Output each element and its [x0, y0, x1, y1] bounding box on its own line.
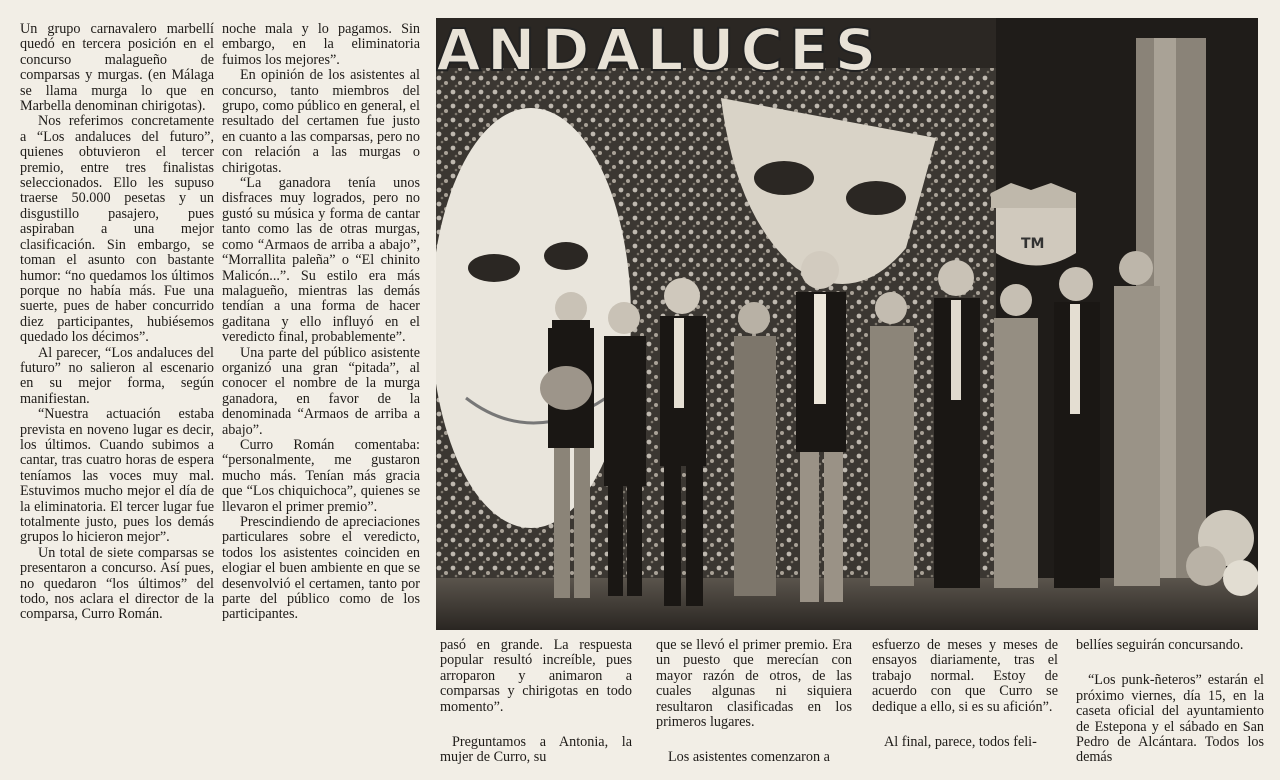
article-column-2: [222, 22, 420, 623]
paragraph: “Los punk-ñeteros” estarán el próximo viernes, día 15, en la caseta oficial del ayuntamiento de Estepona y el sábado en San Pedro de Alcántara. Todos los demás: [1076, 672, 1264, 766]
paragraph: Una parte del público asistente organizó una gran “pitada”, al conocer el nombre de la murga ganadora, en favor de la denominada “Armaos de arriba a abajo”.: [222, 344, 420, 438]
paragraph: bellíes seguirán concursando.: [1076, 637, 1244, 653]
paragraph: que se llevó el primer premio. Era un puesto que merecían con mayor razón de otros, de las cuales algunas ni siquiera resultaron clasificadas en los primeros lugares.: [656, 637, 852, 731]
article-column-5: [872, 638, 1058, 750]
paragraph: pasó en grande. La respuesta popular resultó increíble, pues arroparon y animaron a comparsas y chirigotas en todo momento”.: [440, 637, 632, 715]
paragraph: Los asistentes comenzaron a: [668, 749, 830, 766]
article-column-1: [20, 22, 214, 623]
crest-lettering: TM: [1021, 236, 1045, 252]
paragraph: noche mala y lo pagamos. Sin embargo, en la eliminatoria fuimos los mejores”.: [222, 21, 420, 68]
paragraph: En opinión de los asistentes al concurso, tanto miembros del grupo, como público en general, el resultado del certamen fue justo en cuanto a las comparsas, pero no con relación a las murgas o chirigotas.: [222, 67, 420, 176]
paragraph: Un total de siete comparsas se presentaron a concurso. Así pues, no quedaron “los últimos” del todo, nos aclara el director de la comparsa, Curro Román.: [20, 544, 214, 623]
article-column-3: [440, 638, 632, 766]
paragraph: Al final, parece, todos feli-: [884, 734, 1037, 751]
article-column-6: [1076, 638, 1264, 766]
paragraph: Prescindiendo de apreciaciones particulares sobre el veredicto, todos los asistentes coinciden en elogiar el buen ambiente en que se desenvolvió el certamen, tanto por parte del público como de los participantes.: [222, 514, 420, 623]
paragraph: esfuerzo de meses y meses de ensayos diariamente, tras el trabajo normal. Estoy de acuerdo con que Curro se dedique a ello, si es su afición”.: [872, 637, 1058, 715]
paragraph: “Nuestra actuación estaba prevista en noveno lugar es decir, los últimos. Cuando subimos a cantar, tras cuatro horas de espera teníamos las voces muy mal. Estuvimos mucho mejor el día de la eliminatoria. El tercer lugar fue totalmente justo, pues los demás grupos lo hicieron mejor”.: [20, 406, 214, 546]
paragraph: Nos referimos concretamente a “Los andaluces del futuro”, quienes obtuvieron el tercer premio, entre tres finalistas seleccionados. Ello les supuso traerse 50.000 pesetas y un disgustillo pasajero, pues aspiraban a una mejor clasificación. Sin embargo, se toman el asunto con bastante humor: “no quedamos los últimos porque no había más. Fue una suerte, pues de haber concurrido diez participantes, hubiésemos quedado los décimos”.: [20, 113, 214, 346]
paragraph: Un grupo carnavalero marbellí quedó en tercera posición en el concurso malagueño de comparsas y murgas. (en Málaga se llama murga lo que en Marbella denominan chirigotas).: [20, 21, 214, 115]
carnival-group-photo: [436, 18, 1258, 630]
paragraph: “La ganadora tenía unos disfraces muy logrados, pero no gustó su música y forma de cantar tanto como las de otras murgas, como “Armaos de arriba a abajo”, “Morrallita paleña” o “El chinito Malicón...”. Su estilo era más malagueño, mientras las demás tendían a una forma de hacer gaditana y ello influyó en el veredicto final, probablemente”.: [222, 175, 420, 346]
paragraph: Al parecer, “Los andaluces del futuro” no salieron al escenario en su mejor forma, según manifiestan.: [20, 344, 214, 407]
paragraph: Preguntamos a Antonia, la mujer de Curro, su: [440, 734, 632, 766]
backdrop-lettering: ANDALUCES: [436, 18, 883, 84]
article-column-4: [656, 638, 852, 766]
paragraph: Curro Román comentaba: “personalmente, me gustaron mucho más. Tenían más gracia que “Los chiquichoca”, quienes se llevaron el primer premio”.: [222, 436, 420, 515]
